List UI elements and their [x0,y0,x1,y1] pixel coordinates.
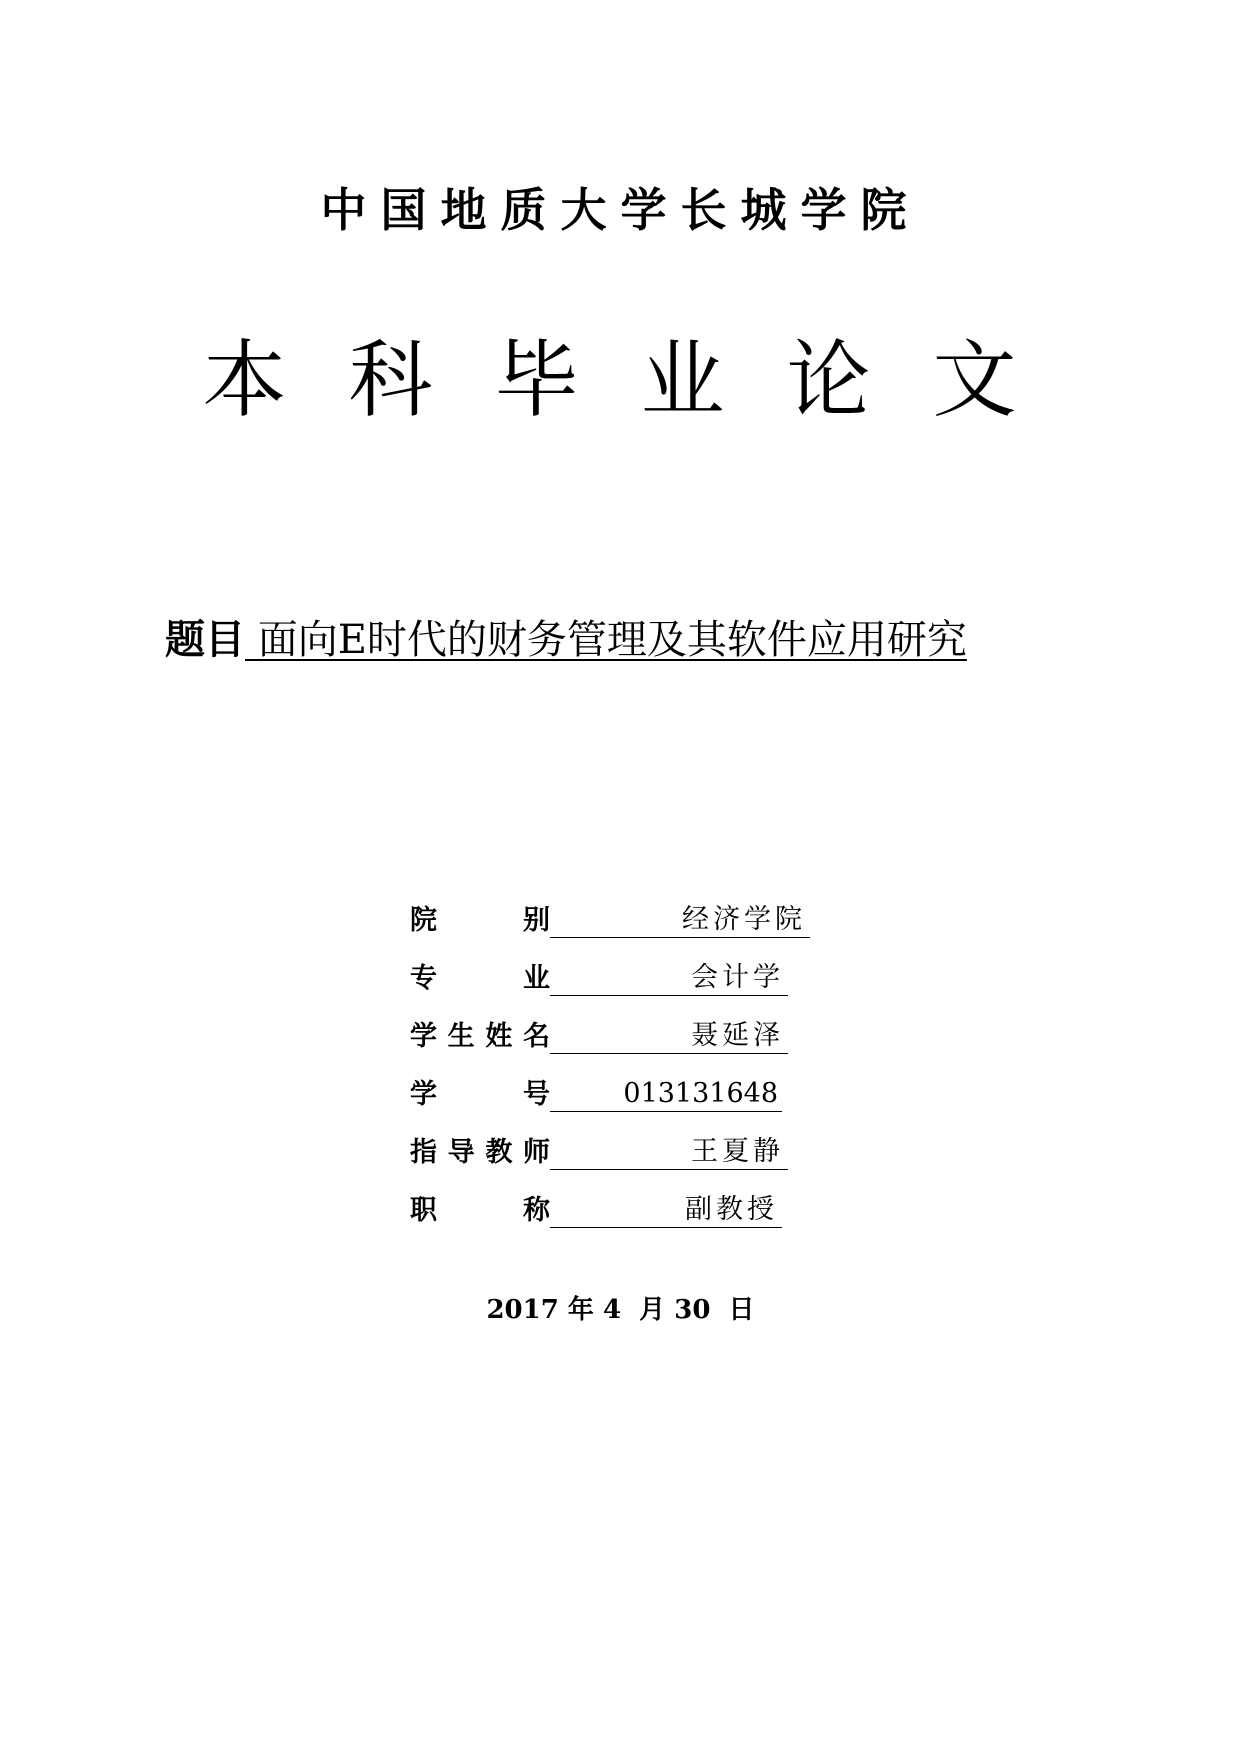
department-label: 院 别 [410,905,550,936]
major-label: 专 业 [410,963,550,994]
info-row-student-name [410,996,830,1054]
advisor-label: 指 导 教 师 [410,1137,550,1168]
info-row-major [410,938,830,996]
student-info-block [410,880,830,1228]
document-type-heading: 本科毕业论文 [202,331,1079,429]
student-name-label: 学 生 姓 名 [410,1021,550,1052]
info-row-title [410,1170,830,1228]
student-name-field [550,1020,788,1054]
date-day: 30 [674,1295,711,1325]
professional-title-value: 副教授 [685,1194,778,1225]
professional-title-field [550,1194,782,1228]
student-id-field [550,1078,782,1112]
professional-title-label: 职 称 [410,1195,550,1226]
info-row-advisor [410,1112,830,1170]
university-name: 中国地质大学长城学院 [320,183,921,237]
student-id-value: 013131648 [623,1078,778,1109]
department-field [550,904,810,938]
major-field [550,962,788,996]
submission-date [0,1292,1241,1328]
date-year: 2017 [486,1295,559,1325]
thesis-title-row [165,612,1125,668]
student-id-label: 学 号 [410,1079,550,1110]
date-month-unit: 月 [639,1295,666,1325]
date-year-unit: 年 [567,1295,594,1325]
advisor-value: 王夏静 [691,1136,784,1167]
date-day-unit: 日 [728,1295,755,1325]
advisor-field [550,1136,788,1170]
title-label: 题目 [165,617,245,663]
info-row-department [410,880,830,938]
department-value: 经济学院 [682,904,806,935]
date-month: 4 [602,1295,622,1325]
info-row-student-id [410,1054,830,1112]
major-value: 会计学 [691,962,784,993]
student-name-value: 聂延泽 [691,1020,784,1051]
thesis-title: 面向E时代的财务管理及其软件应用研究 [245,617,967,663]
